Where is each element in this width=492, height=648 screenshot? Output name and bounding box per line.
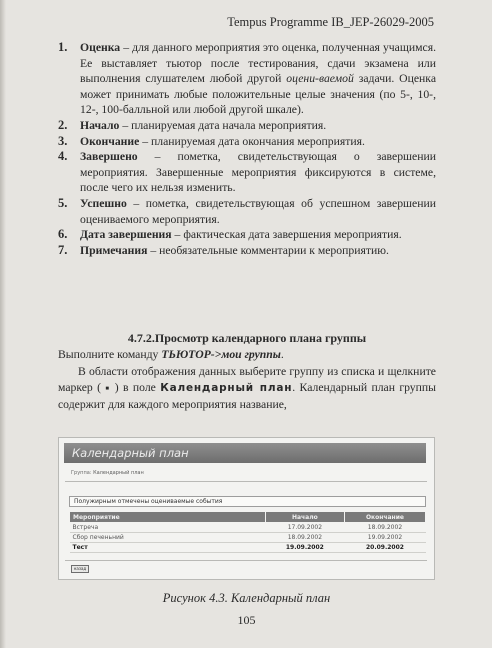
list-item <box>58 196 436 227</box>
list-item <box>58 243 436 259</box>
item-term: Примечания <box>80 243 148 257</box>
instruction-prefix: Выполните команду <box>58 348 162 361</box>
item-number: 2. <box>58 117 68 132</box>
column-header-start: Начало <box>265 512 344 523</box>
page-edge-shadow <box>0 0 6 648</box>
end-date-cell: 19.09.2002 <box>344 533 425 543</box>
item-number: 1. <box>58 40 68 54</box>
event-name-cell: Встреча <box>70 523 266 533</box>
start-date-cell: 17.09.2002 <box>265 523 344 533</box>
calendar-table <box>69 511 426 553</box>
table-row <box>70 523 426 533</box>
list-item <box>58 149 436 196</box>
item-text: – для данного мероприятия это оценка, полученная учащимся. Ее выставляет тьютор после тестирования, сдачи экзамена или выполнения слушателем любой другой <box>80 41 436 86</box>
body-text-1: В области отображения данных выберите группу из списка и щелкните маркер ( <box>58 365 436 394</box>
figure-caption: Рисунок 4.3. Календарный план <box>162 591 331 605</box>
item-number: 7. <box>58 242 68 257</box>
column-header-end: Окончание <box>344 512 425 523</box>
item-number: 5. <box>58 195 68 210</box>
item-term: Успешно <box>80 196 127 210</box>
item-term: Начало <box>80 118 120 132</box>
column-header-event: Мероприятие <box>70 512 266 523</box>
item-text: – пометка, свидетельствующая о завершении мероприятия. Завершенные мероприятия фиксируются в системе, после чего их нельзя изменить. <box>80 150 436 195</box>
body-paragraph <box>58 364 436 413</box>
section-heading: 4.7.2.Просмотр календарного плана группы <box>127 331 367 345</box>
instruction-paragraph <box>58 347 436 363</box>
instruction-suffix: . <box>280 348 284 361</box>
start-date-cell: 19.09.2002 <box>265 543 344 553</box>
list-item <box>58 134 436 150</box>
group-selector <box>71 470 144 476</box>
definition-list <box>58 40 436 258</box>
event-name-cell: Сбор печеньний <box>70 533 266 543</box>
item-italic: оцени-ваемой <box>286 72 354 86</box>
item-text: – планируемая дата окончания мероприятия. <box>139 134 365 148</box>
item-term: Оценка <box>80 41 121 54</box>
divider <box>65 560 427 561</box>
item-text: – планируемая дата начала мероприятия. <box>119 118 327 132</box>
item-number: 3. <box>58 133 68 148</box>
list-item <box>58 40 436 118</box>
list-item <box>58 227 436 243</box>
page-number: 105 <box>237 613 256 627</box>
divider <box>65 481 427 482</box>
table-row <box>70 543 426 553</box>
group-label: Группа: <box>71 470 92 476</box>
item-term: Окончание <box>80 134 140 148</box>
running-header: Tempus Programme IB_JEP-26029-2005 <box>227 15 434 29</box>
body-text-3: . Календарный план группы содержит для каждого мероприятия название, <box>58 380 437 412</box>
item-number: 4. <box>58 149 68 164</box>
table-row <box>70 533 426 543</box>
legend-note: Полужирным отмечены оцениваемые события <box>69 496 426 507</box>
field-name: Календарный план <box>160 381 293 394</box>
item-number: 6. <box>58 227 68 242</box>
event-name-cell: Тест <box>70 543 266 553</box>
screenshot-title-bar: Календарный план <box>64 443 426 463</box>
body-text-2: ) в поле <box>110 380 161 394</box>
back-button[interactable]: назад <box>71 565 89 573</box>
marker-icon: ■ <box>105 385 111 392</box>
end-date-cell: 18.09.2002 <box>344 523 425 533</box>
screenshot-figure <box>58 437 435 580</box>
menu-command: ТЬЮТОР->мои группы <box>161 348 281 361</box>
end-date-cell: 20.09.2002 <box>344 543 425 553</box>
start-date-cell: 18.09.2002 <box>265 533 344 543</box>
item-text: задачи. Оценка может принимать любые положительные целые значения (по 5-, 10-, 12-, 100-балльной или любой другой шкале). <box>80 72 437 117</box>
item-text: – необязательные комментарии к мероприятию. <box>147 243 389 257</box>
item-term: Дата завершения <box>80 228 172 242</box>
group-value[interactable]: Календарный план <box>93 470 144 476</box>
item-text: – пометка, свидетельствующая об успешном завершении оцениваемого мероприятия. <box>80 196 436 226</box>
item-text: – фактическая дата завершения мероприятия. <box>171 228 402 242</box>
list-item <box>58 118 436 134</box>
item-term: Завершено <box>80 150 138 164</box>
